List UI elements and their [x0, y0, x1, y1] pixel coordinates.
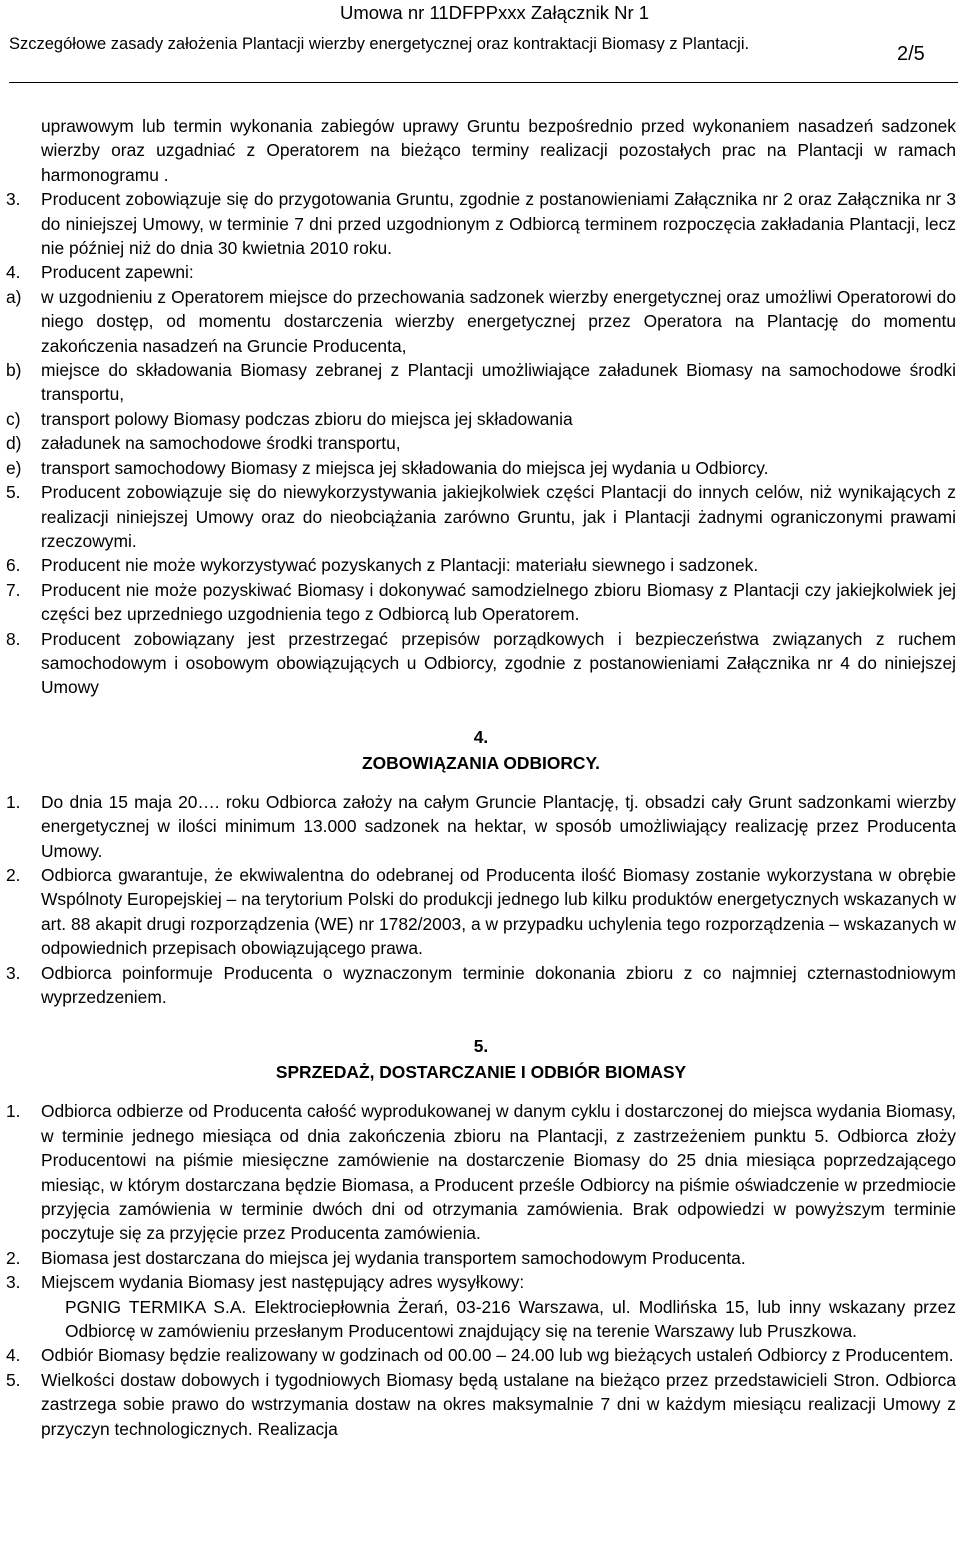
item-text: Miejscem wydania Biomasy jest następujący adres wysyłkowy:: [41, 1272, 525, 1293]
item-number: 1.: [6, 791, 21, 812]
sub-item: [6, 456, 956, 480]
list-item: [6, 1246, 956, 1270]
section-heading: SPRZEDAŻ, DOSTARCZANIE I ODBIÓR BIOMASY: [275, 1062, 687, 1083]
address-block: [6, 1295, 956, 1344]
item-text: Do dnia 15 maja 20…. roku Odbiorca założy na całym Gruncie Plantację, tj. obsadzi cały Grunt sadzonkami wierzby energetycznej w ilości minimum 13.000 sadzonek na hektar, w sposób umożliwiający realizację przez Producenta Umowy.: [41, 791, 956, 861]
item-number: 3.: [6, 189, 21, 210]
paragraph-text: uprawowym lub termin wykonania zabiegów uprawy Gruntu bezpośrednio przed wykonaniem nasadzeń sadzonek wierzby oraz uzgadniać z Operatorem na bieżąco terminy realizacji pozostałych prac na Plantacji w ramach harmonogramu .: [41, 116, 956, 185]
list-item: [6, 863, 956, 961]
sub-item: [6, 285, 956, 358]
item-text: Odbiorca poinformuje Producenta o wyznaczonym terminie dokonania zbioru z co najmniej czternastodniowym wyprzedzeniem.: [41, 962, 956, 1007]
item-text: Biomasa jest dostarczana do miejsca jej wydania transportem samochodowym Producenta.: [41, 1247, 746, 1268]
item-text: Wielkości dostaw dobowych i tygodniowych Biomasy będą ustalane na bieżąco przez przedstawicieli Stron. Odbiorca zastrzega sobie prawo do wstrzymania dostaw na okres maksymalnie 7 dni w każdym miesiącu realizacji Umowy z przyczyn technologicznych. Realizacja: [41, 1369, 956, 1439]
sub-item-letter: e): [6, 457, 22, 478]
sub-item-letter: a): [6, 286, 22, 307]
header-divider: [9, 82, 958, 83]
list-item: [6, 627, 956, 700]
sub-item-letter: b): [6, 360, 22, 381]
item-text: Producent zapewni:: [41, 262, 194, 283]
item-text: Odbiorca gwarantuje, że ekwiwalentna do odebranej od Producenta ilość Biomasy zostanie wykorzystana w obrębie Wspólnoty Europejskiej – na terytorium Polski do produkcji jednego lub kilku produktów energetycznych wskazanych w art. 88 akapit drugi rozporządzenia (WE) nr 1782/2003, a w przypadku uchylenia tego rozporządzenia – wskazanych w odpowiednich przepisach obowiązującego prawa.: [41, 864, 956, 959]
list-item: [6, 790, 956, 863]
document-body: [6, 114, 956, 1441]
list-item: [6, 1099, 956, 1245]
list-item: [6, 480, 956, 553]
document-subtitle: Szczegółowe zasady założenia Plantacji wierzby energetycznej oraz kontraktacji Biomasy z Plantacji.: [9, 35, 750, 53]
list-item: [6, 1343, 956, 1367]
item-number: 3.: [6, 1272, 21, 1293]
spacer: [6, 776, 956, 790]
item-text: Producent zobowiązuje się do niewykorzystywania jakiejkolwiek części Plantacji do innych celów, niż wynikających z realizacji niniejszej Umowy oraz do nieobciążania zarówno Gruntu, jak i Plantacji żadnymi ograniczonymi prawami rzeczowymi.: [41, 482, 956, 551]
page-number: 2/5: [897, 43, 925, 65]
item-number: 6.: [6, 555, 21, 576]
item-text: Odbiór Biomasy będzie realizowany w godzinach od 00.00 – 24.00 lub wg bieżących ustaleń Odbiorcy z Producentem.: [41, 1345, 954, 1366]
sub-item: [6, 431, 956, 455]
list-item: [6, 1368, 956, 1441]
item-number: 8.: [6, 628, 21, 649]
item-number: 5.: [6, 482, 21, 503]
paragraph-continuation: [6, 114, 956, 187]
sub-item-text: miejsce do składowania Biomasy zebranej z Plantacji umożliwiające załadunek Biomasy na samochodowe środki transportu,: [41, 360, 956, 405]
item-number: 3.: [6, 962, 21, 983]
list-item: [6, 553, 956, 577]
item-number: 5.: [6, 1369, 21, 1390]
item-number: 7.: [6, 579, 21, 600]
section-number: 4.: [473, 726, 489, 747]
item-text: Producent nie może wykorzystywać pozyskanych z Plantacji: materiału siewnego i sadzonek.: [41, 555, 759, 576]
document-title: Umowa nr 11DFPPxxx Załącznik Nr 1: [340, 2, 650, 23]
section-heading: ZOBOWIĄZANIA ODBIORCY.: [362, 752, 600, 773]
list-item: [6, 1270, 956, 1294]
item-number: 2.: [6, 1247, 21, 1268]
spacer: [6, 1009, 956, 1033]
sub-item-text: transport polowy Biomasy podczas zbioru do miejsca jej składowania: [41, 408, 573, 429]
sub-item-letter: d): [6, 433, 22, 454]
sub-item: [6, 407, 956, 431]
spacer: [6, 1085, 956, 1099]
list-item: [6, 260, 956, 284]
list-item: [6, 961, 956, 1010]
item-text: Producent zobowiązuje się do przygotowania Gruntu, zgodnie z postanowieniami Załącznika nr 2 oraz Załącznika nr 3 do niniejszej Umowy, w terminie 7 dni przed uzgodnionym z Odbiorcą terminem rozpoczęcia zakładania Plantacji, lecz nie później niż do dnia 30 kwietnia 2010 roku.: [41, 189, 956, 259]
item-text: Producent zobowiązany jest przestrzegać przepisów porządkowych i bezpieczeństwa związanych z ruchem samochodowym i osobowym obowiązujących u Odbiorcy, zgodnie z postanowieniami Załącznika nr 4 do niniejszej Umowy: [41, 628, 956, 698]
item-number: 4.: [6, 1345, 21, 1366]
sub-item: [6, 358, 956, 407]
spacer: [6, 700, 956, 724]
item-number: 2.: [6, 864, 21, 885]
sub-item-text: załadunek na samochodowe środki transportu,: [41, 433, 401, 454]
item-number: 4.: [6, 262, 21, 283]
item-number: 1.: [6, 1101, 21, 1122]
sub-item-letter: c): [6, 408, 21, 429]
list-item: [6, 187, 956, 260]
list-item: [6, 578, 956, 627]
item-text: Odbiorca odbierze od Producenta całość wyprodukowanej w danym cyklu i dostarczonej do miejsca wydania Biomasy, w terminie jednego miesiąca od dnia zakończenia zbioru na Plantacji, z zastrzeżeniem punktu 5. Odbiorca złoży Producentowi na piśmie miesięczne zamówienie na dostarczenie Biomasy do 25 dnia miesiąca poprzedzającego miesiąc, w którym dostarczana będzie Biomasa, a Producent prześle Odbiorcy na piśmie oświadczenie w przedmiocie przyjęcia zamówienia w terminie dwóch dni od otrzymania zamówienia. Brak odpowiedzi w powyższym terminie poczytuje się za przyjęcie przez Producenta zamówienia.: [41, 1101, 956, 1244]
section-number: 5.: [473, 1036, 489, 1057]
sub-item-text: w uzgodnieniu z Operatorem miejsce do przechowania sadzonek wierzby energetycznej oraz umożliwi Operatorowi do niego dostęp, od momentu dostarczenia wierzby energetycznej przez Operatora na Plantację do momentu zakończenia nasadzeń na Gruncie Producenta,: [41, 286, 956, 356]
item-text: Producent nie może pozyskiwać Biomasy i dokonywać samodzielnego zbioru Biomasy z Plantacji czy jakiejkolwiek jej części bez uprzedniego uzgodnienia tego z Odbiorcą lub Operatorem.: [41, 579, 956, 625]
sub-item-text: transport samochodowy Biomasy z miejsca jej składowania do miejsca jej wydania u Odbiorcy.: [41, 457, 769, 478]
delivery-address: PGNIG TERMIKA S.A. Elektrociepłownia Żerań, 03-216 Warszawa, ul. Modlińska 15, lub inny wskazany przez Odbiorcę w zamówieniu przesłanym Producentowi znajdujący się na terenie Warszawy lub Pruszkowa.: [65, 1296, 956, 1342]
